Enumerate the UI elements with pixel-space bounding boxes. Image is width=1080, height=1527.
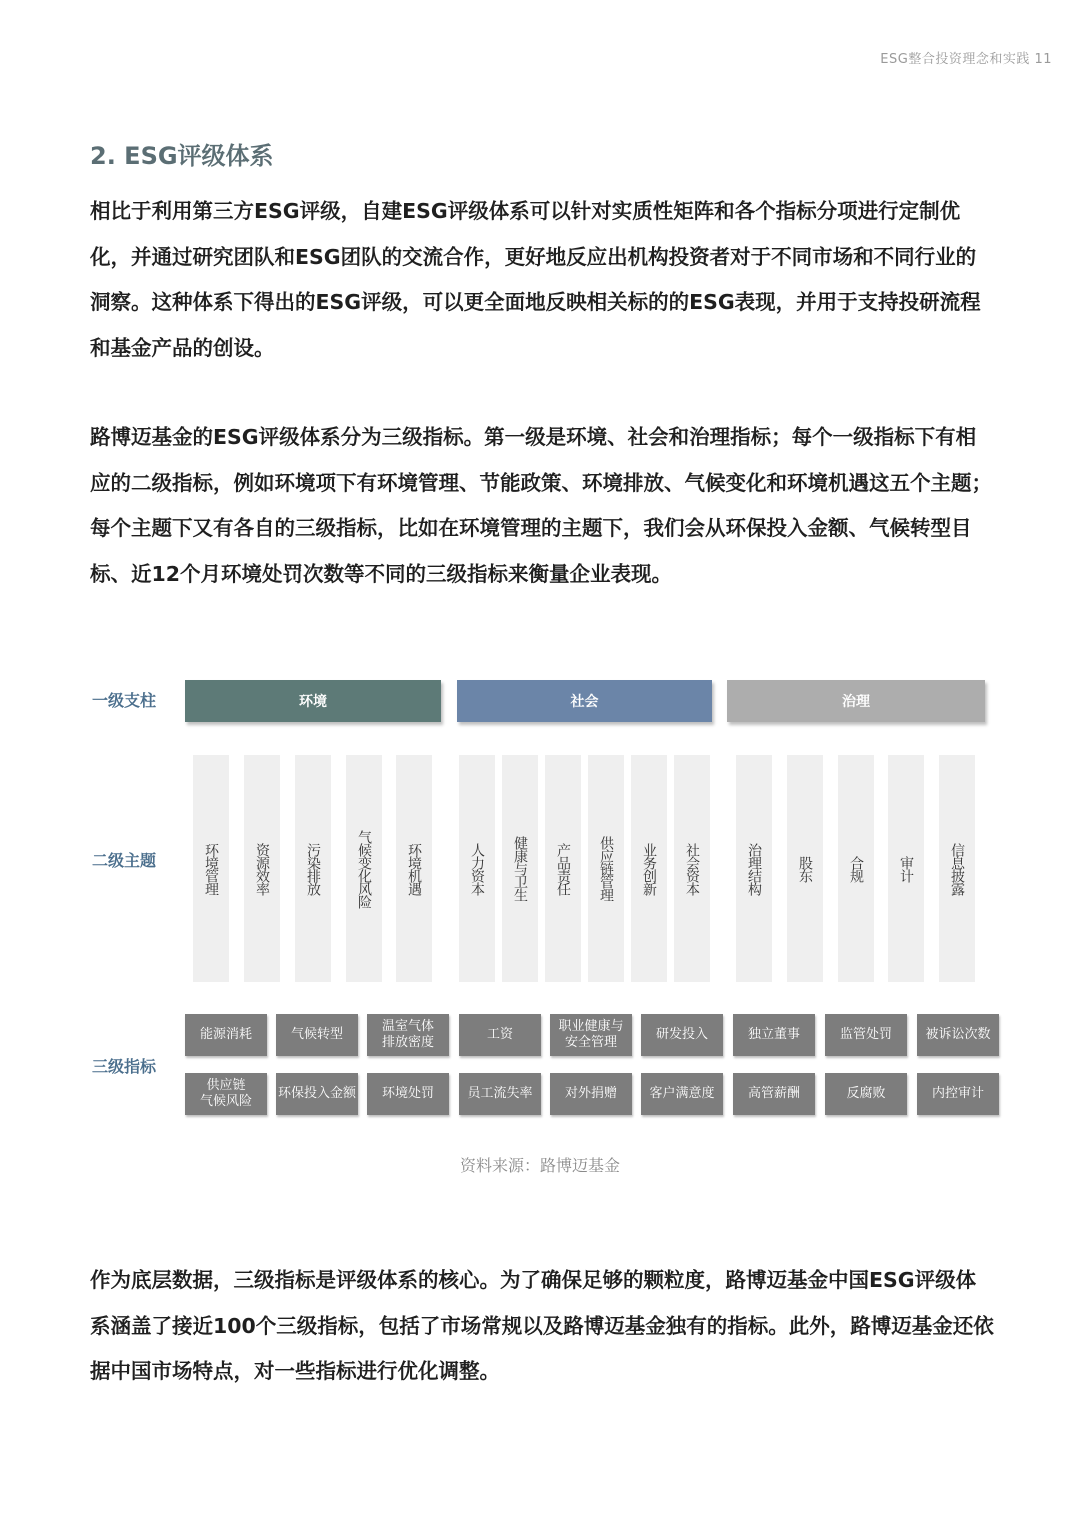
theme-column bbox=[631, 755, 667, 982]
theme-label: 业务创新 bbox=[641, 842, 657, 895]
theme-label: 审计 bbox=[898, 855, 914, 882]
figure-source: 资料来源：路博迈基金 bbox=[459, 1156, 620, 1175]
paragraph-structure: 路博迈基金的ESG评级体系分为三级指标。第一级是环境、社会和治理指标；每个一级指标下有相应的二级指标，例如环境项下有环境管理、节能政策、环境排放、气候变化和环境机遇这五个主题；每个主题下又有各自的三级指标，比如在环境管理的主题下，我们会从环保投入金额、气候转型目标、近12个月环境处罚次数等不同的三级指标来衡量企业表现。 bbox=[90, 425, 992, 586]
theme-column bbox=[939, 755, 975, 982]
level-label-indicator: 三级指标 bbox=[92, 1057, 157, 1076]
indicator-box: 高管薪酬 bbox=[733, 1073, 815, 1115]
running-header: ESG整合投资理念和实践 11 bbox=[880, 52, 1052, 67]
indicator-box: 温室气体 排放密度 bbox=[367, 1014, 449, 1056]
theme-label: 污染排放 bbox=[305, 842, 321, 895]
theme-label: 股东 bbox=[797, 855, 813, 882]
theme-column bbox=[295, 755, 331, 982]
pillar-environment: 环境 bbox=[185, 680, 441, 722]
indicator-box: 监管处罚 bbox=[825, 1014, 907, 1056]
paragraph-intro: 相比于利用第三方ESG评级，自建ESG评级体系可以针对实质性矩阵和各个指标分项进行定制优化，并通过研究团队和ESG团队的交流合作，更好地反应出机构投资者对于不同市场和不同行业的洞察。这种体系下得出的ESG评级，可以更全面地反映相关标的的ESG表现，并用于支持投研流程和基金产品的创设。 bbox=[90, 199, 981, 360]
level-label-pillar: 一级支柱 bbox=[92, 691, 157, 710]
theme-label: 治理结构 bbox=[746, 842, 762, 895]
indicator-box: 内控审计 bbox=[917, 1073, 999, 1115]
theme-column bbox=[346, 755, 382, 982]
indicator-box: 供应链 气候风险 bbox=[185, 1073, 267, 1115]
indicator-box: 独立董事 bbox=[733, 1014, 815, 1056]
theme-column bbox=[193, 755, 229, 982]
indicator-box: 员工流失率 bbox=[459, 1073, 541, 1115]
theme-column bbox=[244, 755, 280, 982]
theme-label: 环境管理 bbox=[203, 842, 219, 895]
indicator-box: 客户满意度 bbox=[641, 1073, 723, 1115]
indicator-box: 职业健康与 安全管理 bbox=[550, 1014, 632, 1056]
theme-label: 资源效率 bbox=[254, 842, 270, 895]
theme-label: 产品责任 bbox=[555, 842, 571, 895]
pillar-governance: 治理 bbox=[727, 680, 985, 722]
theme-column bbox=[674, 755, 710, 982]
theme-label: 健康与卫生 bbox=[512, 836, 528, 901]
paragraph-core-indicators: 作为底层数据，三级指标是评级体系的核心。为了确保足够的颗粒度，路博迈基金中国ESG评级体系涵盖了接近100个三级指标，包括了市场常规以及路博迈基金独有的指标。此外，路博迈基金还依据中国市场特点，对一些指标进行优化调整。 bbox=[90, 1268, 994, 1383]
theme-column bbox=[396, 755, 432, 982]
indicator-box: 研发投入 bbox=[641, 1014, 723, 1056]
theme-column bbox=[588, 755, 624, 982]
indicator-box: 工资 bbox=[459, 1014, 541, 1056]
indicator-box: 气候转型 bbox=[276, 1014, 358, 1056]
indicator-box: 能源消耗 bbox=[185, 1014, 267, 1056]
theme-column bbox=[545, 755, 581, 982]
theme-column bbox=[459, 755, 495, 982]
indicator-box: 反腐败 bbox=[825, 1073, 907, 1115]
pillar-social: 社会 bbox=[457, 680, 712, 722]
theme-column bbox=[787, 755, 823, 982]
theme-label: 合规 bbox=[848, 855, 864, 882]
theme-column bbox=[736, 755, 772, 982]
section-title: 2. ESG评级体系 bbox=[90, 142, 274, 170]
theme-label: 环境机遇 bbox=[406, 842, 422, 895]
indicator-box: 环境处罚 bbox=[367, 1073, 449, 1115]
theme-column bbox=[502, 755, 538, 982]
theme-label: 供应链管理 bbox=[598, 836, 614, 901]
theme-column bbox=[888, 755, 924, 982]
theme-label: 人力资本 bbox=[469, 842, 485, 895]
level-label-theme: 二级主题 bbox=[92, 851, 157, 870]
indicator-box: 被诉讼次数 bbox=[917, 1014, 999, 1056]
indicator-box: 对外捐赠 bbox=[550, 1073, 632, 1115]
theme-label: 社会资本 bbox=[684, 842, 700, 895]
indicator-box: 环保投入金额 bbox=[276, 1073, 358, 1115]
theme-column bbox=[838, 755, 874, 982]
theme-label: 气候变化风险 bbox=[356, 829, 372, 908]
theme-label: 信息披露 bbox=[949, 842, 965, 895]
